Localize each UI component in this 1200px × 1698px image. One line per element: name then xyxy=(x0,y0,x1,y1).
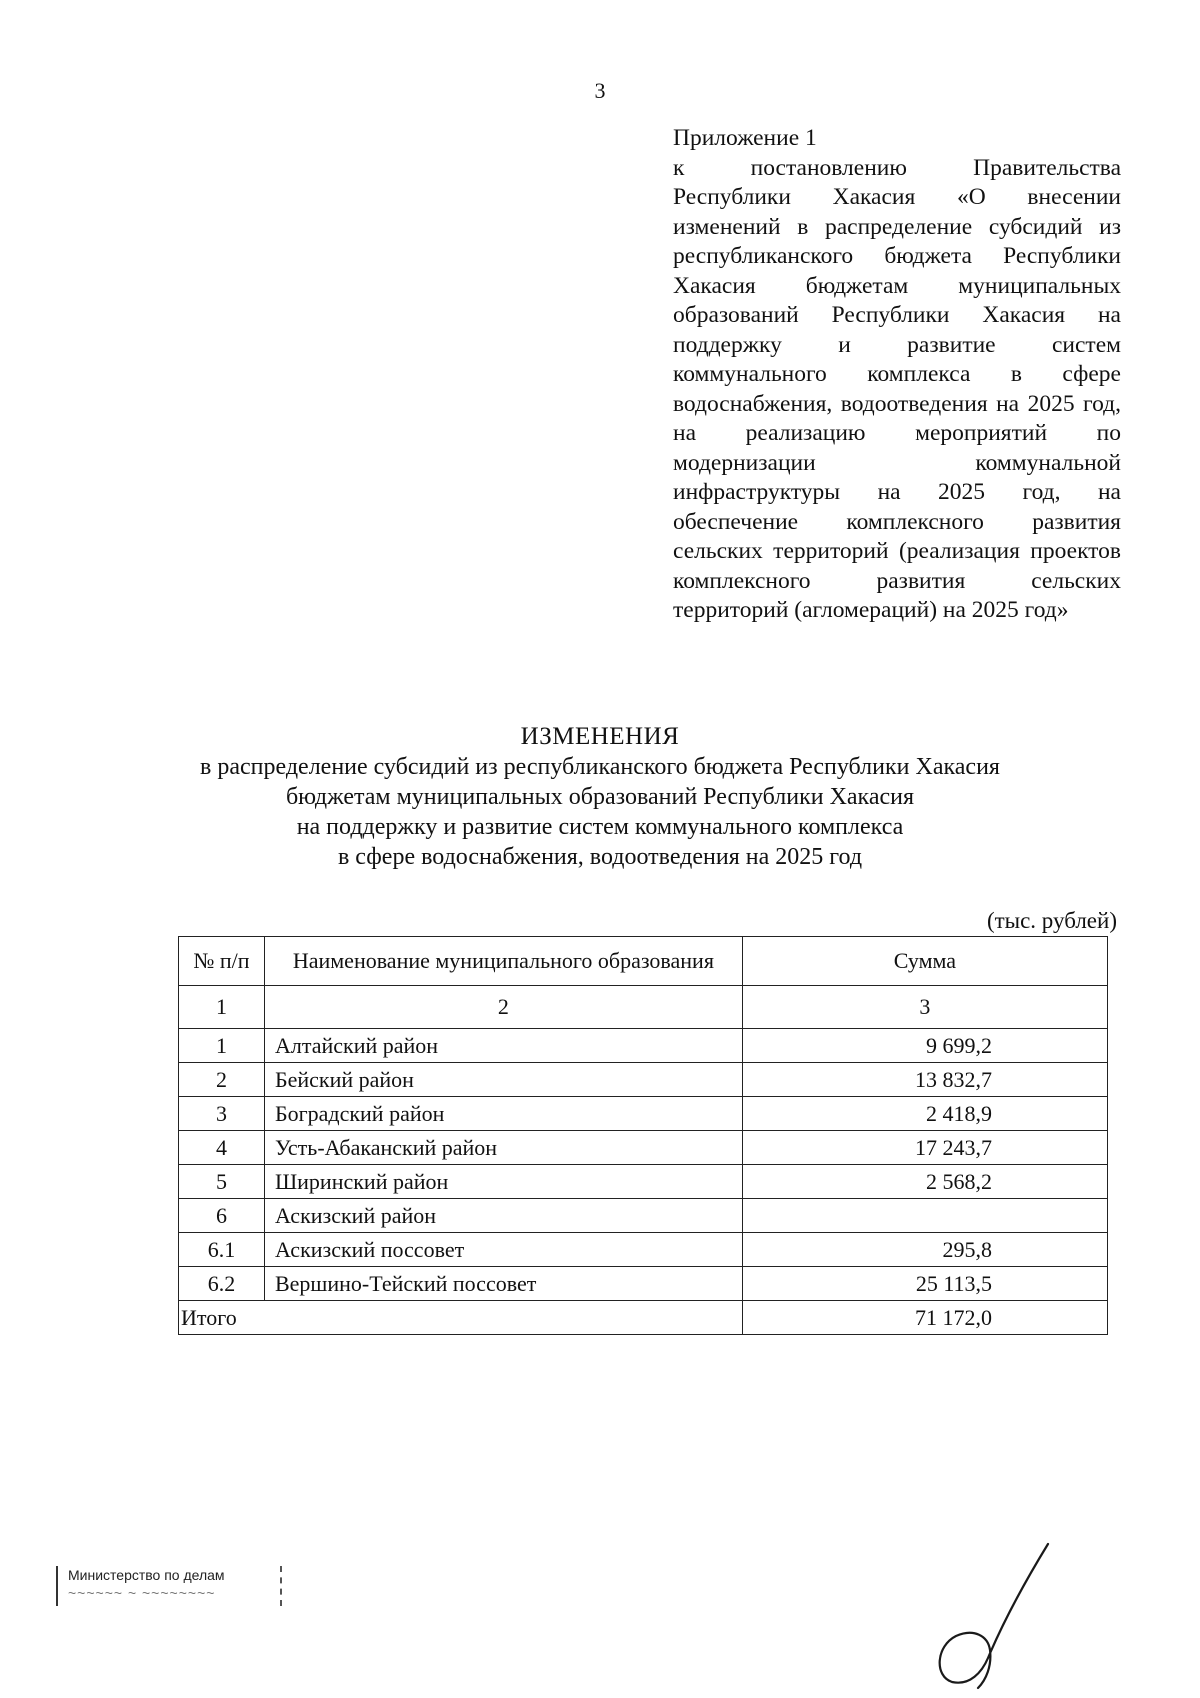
row-sum: 13 832,7 xyxy=(742,1063,1107,1097)
appendix-block xyxy=(673,124,1121,626)
column-number: 2 xyxy=(264,986,742,1029)
document-heading xyxy=(0,722,1200,872)
table-row xyxy=(179,1097,1108,1131)
table-row xyxy=(179,1131,1108,1165)
row-name: Вершино-Тейский поссовет xyxy=(264,1267,742,1301)
units-label: (тыс. рублей) xyxy=(986,908,1117,933)
table-header-row xyxy=(179,937,1108,986)
row-sum: 17 243,7 xyxy=(742,1131,1107,1165)
column-number-row xyxy=(179,986,1108,1029)
total-row xyxy=(179,1301,1108,1335)
row-name: Боградский район xyxy=(264,1097,742,1131)
table-row xyxy=(179,1233,1108,1267)
row-number: 4 xyxy=(179,1131,265,1165)
row-name: Аскизский район xyxy=(264,1199,742,1233)
total-label: Итого xyxy=(179,1301,743,1335)
row-sum xyxy=(742,1199,1107,1233)
row-number: 6.1 xyxy=(179,1233,265,1267)
row-sum: 295,8 xyxy=(742,1233,1107,1267)
row-name: Алтайский район xyxy=(264,1029,742,1063)
row-name: Бейский район xyxy=(264,1063,742,1097)
heading-title: ИЗМЕНЕНИЯ xyxy=(520,723,680,750)
table-row xyxy=(179,1199,1108,1233)
column-number: 1 xyxy=(179,986,265,1029)
appendix-text: к постановлению Правительства Республики Хакасия «О внесении изменений в распределение субсидий из республиканского бюджета Республики Хакасия бюджетам муниципальных образований Республики Хакасия на поддержку и развитие систем коммунального комплекса в сфере водоснабжения, водоотведения на 2025 год, на реализацию мероприятий по модернизации коммунальной инфраструктуры на 2025 год, на обеспечение комплексного развития сельских территорий (реализация проектов комплексного развития сельских территорий (агломераций) на 2025 год» xyxy=(673,154,1121,623)
row-sum: 9 699,2 xyxy=(742,1029,1107,1063)
table-row xyxy=(179,1267,1108,1301)
heading-line: в сфере водоснабжения, водоотведения на 2025 год xyxy=(337,844,863,870)
row-sum: 25 113,5 xyxy=(742,1267,1107,1301)
stamp-faded-line: ~~~~~~ ~ ~~~~~~~~ xyxy=(68,1585,216,1601)
row-number: 6 xyxy=(179,1199,265,1233)
heading-line: в распределение субсидий из республиканского бюджета Республики Хакасия xyxy=(200,754,1000,780)
header-sum: Сумма xyxy=(742,937,1107,986)
header-name: Наименование муниципального образования xyxy=(264,937,742,986)
row-sum: 2 568,2 xyxy=(742,1165,1107,1199)
row-number: 5 xyxy=(179,1165,265,1199)
row-number: 1 xyxy=(179,1029,265,1063)
row-sum: 2 418,9 xyxy=(742,1097,1107,1131)
row-name: Аскизский поссовет xyxy=(264,1233,742,1267)
header-number: № п/п xyxy=(179,937,265,986)
subsidy-table xyxy=(178,936,1108,1335)
row-number: 3 xyxy=(179,1097,265,1131)
row-number: 2 xyxy=(179,1063,265,1097)
table-row xyxy=(179,1063,1108,1097)
row-name: Ширинский район xyxy=(264,1165,742,1199)
total-sum: 71 172,0 xyxy=(742,1301,1107,1335)
row-name: Усть-Абаканский район xyxy=(264,1131,742,1165)
stamp-line: Министерство по делам xyxy=(68,1567,225,1583)
page-number: 3 xyxy=(594,78,606,103)
row-number: 6.2 xyxy=(179,1267,265,1301)
ministry-stamp xyxy=(56,1566,282,1606)
column-number: 3 xyxy=(742,986,1107,1029)
table-row xyxy=(179,1029,1108,1063)
appendix-title: Приложение 1 xyxy=(673,125,817,151)
heading-line: бюджетам муниципальных образований Республики Хакасия xyxy=(285,784,915,810)
table-row xyxy=(179,1165,1108,1199)
heading-line: на поддержку и развитие систем коммунального комплекса xyxy=(296,814,904,840)
signature-mark xyxy=(930,1540,1060,1690)
